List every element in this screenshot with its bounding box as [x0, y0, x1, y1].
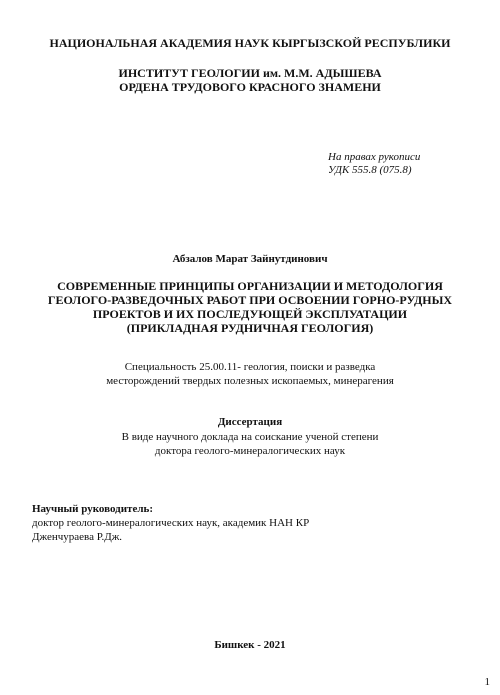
title-line-4: (ПРИКЛАДНАЯ РУДНИЧНАЯ ГЕОЛОГИЯ)	[126, 321, 374, 335]
supervisor-degree: доктор геолого-минералогических наук, академик НАН КР	[32, 517, 310, 529]
dissertation-line-2: доктора геолого-минералогических наук	[154, 445, 346, 457]
page-number: 1	[484, 676, 490, 688]
supervisor-label: Научный руководитель:	[32, 503, 153, 515]
manuscript-rights: На правах рукописи	[328, 151, 421, 163]
supervisor-name: Дженчураева Р.Дж.	[32, 531, 123, 543]
specialty-line-1: Специальность 25.00.11- геология, поиски и разведка	[124, 361, 376, 373]
academy-heading: НАЦИОНАЛЬНАЯ АКАДЕМИЯ НАУК КЫРГЫЗСКОЙ РЕСПУБЛИКИ	[49, 36, 451, 50]
title-line-1: СОВРЕМЕННЫЕ ПРИНЦИПЫ ОРГАНИЗАЦИИ И МЕТОДОЛОГИЯ	[57, 279, 443, 293]
author-name: Абзалов Марат Зайнутдинович	[172, 253, 328, 265]
specialty-line-2: месторождений твердых полезных ископаемых, минерагения	[106, 375, 394, 387]
institute-heading: ИНСТИТУТ ГЕОЛОГИИ им. М.М. АДЫШЕВА	[118, 66, 382, 80]
dissertation-heading: Диссертация	[217, 416, 283, 428]
udk-code: УДК 555.8 (075.8)	[328, 164, 412, 176]
title-line-3: ПРОЕКТОВ И ИХ ПОСЛЕДУЮЩЕЙ ЭКСПЛУАТАЦИИ	[92, 307, 408, 321]
institute-order: ОРДЕНА ТРУДОВОГО КРАСНОГО ЗНАМЕНИ	[119, 80, 381, 94]
dissertation-line-1: В виде научного доклада на соискание ученой степени	[121, 431, 379, 443]
title-line-2: ГЕОЛОГО-РАЗВЕДОЧНЫХ РАБОТ ПРИ ОСВОЕНИИ ГОРНО-РУДНЫХ	[47, 293, 453, 307]
city-year: Бишкек - 2021	[214, 639, 286, 651]
